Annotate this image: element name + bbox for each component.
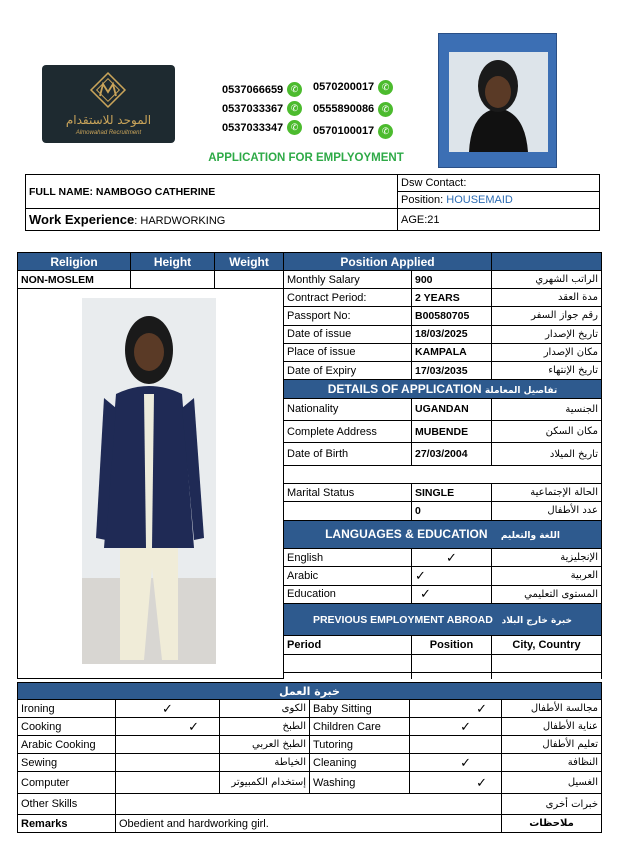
- prev-period-cell: [284, 654, 412, 672]
- height-header: Height: [131, 253, 215, 271]
- details-header-en: DETAILS OF APPLICATION: [327, 382, 482, 397]
- check-icon: [116, 736, 220, 754]
- applicant-photo-frame: [438, 33, 557, 168]
- position-applied-header: Position Applied: [284, 253, 492, 271]
- city-country-header: City, Country: [492, 636, 602, 654]
- skill-arabic: الخياطة: [220, 754, 310, 772]
- position-label: Position:: [401, 194, 447, 206]
- skill-arabic: الغسيل: [502, 772, 602, 794]
- skill-label: Children Care: [310, 718, 410, 736]
- children-label: [284, 502, 412, 520]
- application-arabic: مكان السكن: [492, 421, 602, 443]
- work-experience-value: : HARDWORKING: [134, 215, 226, 227]
- phone-number: 0570200017: [313, 81, 375, 93]
- detail-arabic: مدة العقد: [492, 289, 602, 307]
- detail-value: B00580705: [412, 307, 492, 325]
- info-table: [25, 174, 600, 231]
- children-arabic: عدد الأطفال: [492, 502, 602, 520]
- marital-arabic: الحالة الإجتماعية: [492, 484, 602, 502]
- skill-label: Washing: [310, 772, 410, 794]
- detail-value: KAMPALA: [412, 343, 492, 361]
- language-label: Arabic: [284, 567, 412, 585]
- logo-english-text: Almowahad Recruitment: [75, 130, 142, 136]
- application-value: MUBENDE: [412, 421, 492, 443]
- detail-value: 18/03/2025: [412, 325, 492, 343]
- detail-value: 900: [412, 271, 492, 289]
- header-filler: [492, 253, 602, 271]
- previous-employment-header: [284, 603, 602, 636]
- prev-spacer: [492, 672, 602, 678]
- phones-left: [222, 80, 302, 137]
- skill-label: Cleaning: [310, 754, 410, 772]
- whatsapp-icon: ✆: [378, 80, 393, 95]
- whatsapp-icon: ✆: [287, 101, 302, 116]
- logo-arabic-text: الموحد للاستقدام: [65, 113, 152, 127]
- skill-label: Baby Sitting: [310, 700, 410, 718]
- other-skills-label: Other Skills: [18, 794, 116, 815]
- skill-label: Sewing: [18, 754, 116, 772]
- language-label: Education: [284, 585, 412, 603]
- detail-label: Place of issue: [284, 343, 412, 361]
- work-experience: [26, 209, 398, 231]
- weight-header: Weight: [215, 253, 284, 271]
- application-value: 27/03/2004: [412, 443, 492, 465]
- application-label: Complete Address: [284, 421, 412, 443]
- prev-position-cell: [412, 654, 492, 672]
- detail-value: 17/03/2035: [412, 362, 492, 380]
- prev-city-cell: [492, 654, 602, 672]
- check-icon: ✓: [412, 585, 492, 603]
- detail-label: Contract Period:: [284, 289, 412, 307]
- check-icon: [410, 736, 502, 754]
- skill-label: Arabic Cooking: [18, 736, 116, 754]
- applicant-headshot: [449, 52, 548, 152]
- prev-spacer: [412, 672, 492, 678]
- religion-value: NON-MOSLEM: [18, 271, 131, 289]
- skill-arabic: الطبخ: [220, 718, 310, 736]
- check-icon: ✓: [410, 700, 502, 718]
- skill-arabic: تعليم الأطفال: [502, 736, 602, 754]
- dsw-contact: Dsw Contact:: [398, 175, 600, 192]
- applicant-full-photo: [82, 298, 216, 664]
- whatsapp-icon: ✆: [378, 124, 393, 139]
- blank-row: [284, 465, 602, 483]
- company-logo: [42, 65, 175, 143]
- skill-arabic: الطبخ العربي: [220, 736, 310, 754]
- skills-table: [17, 682, 602, 833]
- detail-value: 2 YEARS: [412, 289, 492, 307]
- detail-label: Monthly Salary: [284, 271, 412, 289]
- languages-education-header: [284, 520, 602, 548]
- check-icon: ✓: [412, 549, 492, 567]
- skill-arabic: مجالسة الأطفال: [502, 700, 602, 718]
- application-value: UGANDAN: [412, 398, 492, 420]
- skill-arabic: إستخدام الكمبيوتر: [220, 772, 310, 794]
- other-skills-arabic: خبرات أخرى: [502, 794, 602, 815]
- check-icon: [116, 754, 220, 772]
- language-label: English: [284, 549, 412, 567]
- main-table: [17, 252, 602, 679]
- skill-arabic: عناية الأطفال: [502, 718, 602, 736]
- children-value: 0: [412, 502, 492, 520]
- phones-right: [313, 76, 393, 142]
- language-arabic: العربية: [492, 567, 602, 585]
- logo-mark-icon: [89, 71, 127, 109]
- detail-arabic: رقم جواز السفر: [492, 307, 602, 325]
- check-icon: ✓: [410, 772, 502, 794]
- details-header-ar: تفاصيل المعاملة: [484, 386, 558, 397]
- detail-label: Date of Expiry: [284, 362, 412, 380]
- skill-arabic: النظافة: [502, 754, 602, 772]
- language-arabic: الإنجليزية: [492, 549, 602, 567]
- application-label: Date of Birth: [284, 443, 412, 465]
- marital-value: SINGLE: [412, 484, 492, 502]
- detail-arabic: تاريخ الإنتهاء: [492, 362, 602, 380]
- skill-label: Tutoring: [310, 736, 410, 754]
- phone-number: 0570100017: [313, 125, 375, 137]
- prev-spacer: [284, 672, 412, 678]
- detail-label: Date of issue: [284, 325, 412, 343]
- phone-number: 0555890086: [313, 103, 375, 115]
- detail-arabic: تاريخ الإصدار: [492, 325, 602, 343]
- whatsapp-icon: ✆: [378, 102, 393, 117]
- check-icon: ✓: [410, 718, 502, 736]
- previous-employment-en: PREVIOUS EMPLOYMENT ABROAD: [312, 613, 493, 626]
- marital-label: Marital Status: [284, 484, 412, 502]
- full-body-photo-cell: [18, 289, 284, 679]
- work-experience-label: Work Experience: [29, 212, 135, 227]
- check-icon: ✓: [116, 718, 220, 736]
- height-value: [131, 271, 215, 289]
- skill-label: Cooking: [18, 718, 116, 736]
- detail-label: Passport No:: [284, 307, 412, 325]
- religion-header: Religion: [18, 253, 131, 271]
- other-skills-value: [116, 794, 502, 815]
- position-col-header: Position: [412, 636, 492, 654]
- skill-label: Computer: [18, 772, 116, 794]
- details-of-application-header: [284, 380, 602, 398]
- application-title: APPLICATION FOR EMPLYOYMENT: [208, 152, 404, 164]
- languages-header-en: LANGUAGES & EDUCATION: [325, 527, 488, 542]
- remarks-value: Obedient and hardworking girl.: [116, 815, 502, 833]
- check-icon: [116, 772, 220, 794]
- remarks-arabic: ملاحظات: [502, 815, 602, 833]
- application-arabic: الجنسية: [492, 398, 602, 420]
- languages-header-ar: اللغة والتعليم: [500, 531, 560, 542]
- position-value: HOUSEMAID: [446, 194, 513, 206]
- age: AGE:21: [398, 209, 600, 231]
- language-arabic: المستوى التعليمي: [492, 585, 602, 603]
- check-icon: ✓: [412, 567, 492, 585]
- application-label: Nationality: [284, 398, 412, 420]
- skill-label: Ironing: [18, 700, 116, 718]
- period-header: Period: [284, 636, 412, 654]
- skill-arabic: الكوى: [220, 700, 310, 718]
- remarks-label: Remarks: [18, 815, 116, 833]
- application-arabic: تاريخ الميلاد: [492, 443, 602, 465]
- weight-value: [215, 271, 284, 289]
- full-name: FULL NAME: NAMBOGO CATHERINE: [26, 175, 398, 209]
- phone-number: 0537033347: [222, 121, 284, 134]
- whatsapp-icon: ✆: [287, 82, 302, 97]
- check-icon: ✓: [410, 754, 502, 772]
- detail-arabic: الراتب الشهري: [492, 271, 602, 289]
- detail-arabic: مكان الإصدار: [492, 343, 602, 361]
- work-skills-header: خبرة العمل: [18, 683, 602, 700]
- check-icon: ✓: [116, 700, 220, 718]
- position-field: [398, 192, 600, 209]
- whatsapp-icon: ✆: [287, 120, 302, 135]
- previous-employment-ar: خبرة خارج البلاد: [501, 615, 573, 626]
- phone-number: 0537066659: [222, 83, 284, 96]
- phone-number: 0537033367: [222, 102, 284, 115]
